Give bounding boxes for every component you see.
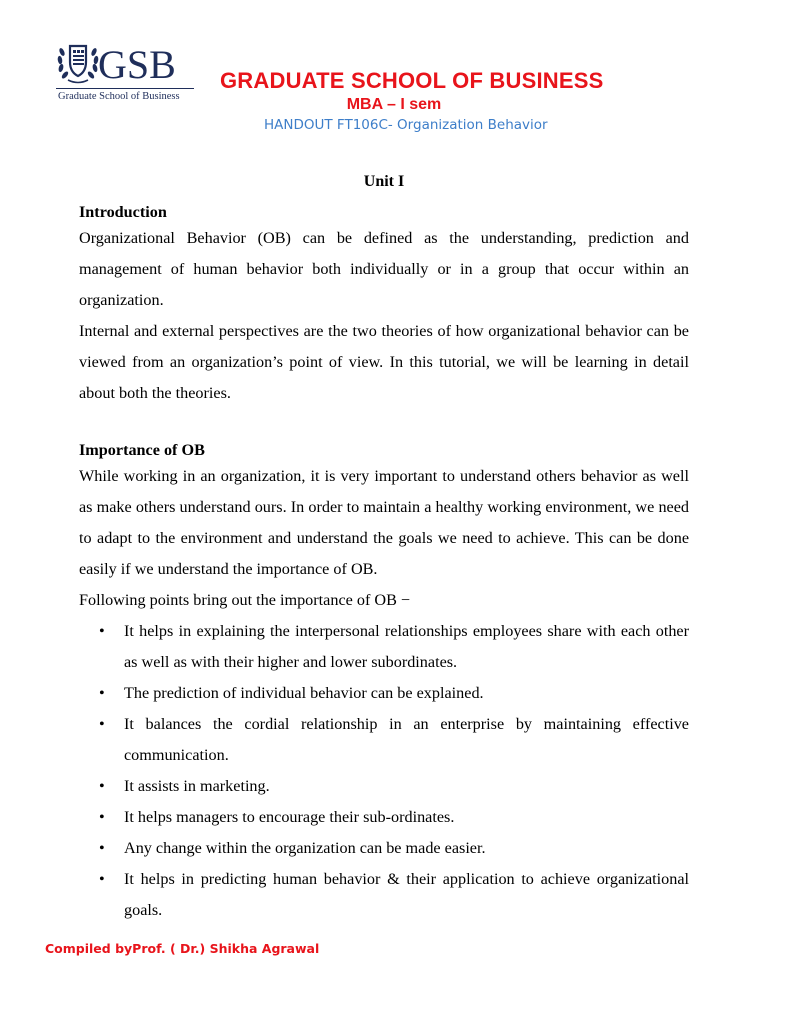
logo-mark: GSB [98, 42, 176, 87]
intro-paragraph: Internal and external perspectives are the two theories of how organizational behavior can be viewed from an organization’s point of view. In this tutorial, we will be learning in detail about both the theories. [79, 322, 689, 402]
bullet-icon: • [99, 715, 105, 733]
list-item-text: The prediction of individual behavior can be explained. [124, 684, 484, 702]
laurel-crest-icon [54, 40, 176, 87]
list-item [79, 802, 689, 833]
bullet-icon: • [99, 870, 105, 888]
unit-heading: Unit I [363, 173, 405, 190]
document-body [79, 201, 689, 926]
school-title: GRADUATE SCHOOL OF BUSINESS [220, 68, 604, 93]
list-item-text: It helps in explaining the interpersonal relationships employees share with each other as well as with their higher and lower subordinates. [124, 622, 689, 671]
list-item [79, 771, 689, 802]
bullet-icon: • [99, 839, 105, 857]
list-item-text: It balances the cordial relationship in an enterprise by maintaining effective communication. [124, 715, 689, 764]
intro-heading: Introduction [79, 203, 167, 221]
intro-paragraph: Organizational Behavior (OB) can be defined as the understanding, prediction and management of human behavior both individually or in a group that occur within an organization. [79, 229, 689, 309]
list-item [79, 616, 689, 678]
logo-subtitle: Graduate School of Business [58, 91, 180, 102]
list-item-text: It assists in marketing. [124, 777, 270, 795]
logo-divider [56, 88, 194, 89]
importance-paragraph: While working in an organization, it is very important to understand others behavior as well as make others understand ours. In order to maintain a healthy working environment, we need to adapt to the environment and understand the goals we need to achieve. This can be done easily if we understand the importance of OB. [79, 467, 689, 578]
list-item-text: Any change within the organization can be made easier. [124, 839, 486, 857]
program-subtitle: MBA – I sem [346, 96, 442, 113]
points-intro: Following points bring out the importance of OB − [79, 591, 411, 609]
list-item [79, 833, 689, 864]
list-item [79, 864, 689, 926]
importance-heading: Importance of OB [79, 441, 205, 459]
handout-title: HANDOUT FT106C- Organization Behavior [264, 117, 548, 133]
list-item-text: It helps in predicting human behavior & their application to achieve organizational goals. [124, 870, 689, 919]
list-item-text: It helps managers to encourage their sub-ordinates. [124, 808, 455, 826]
bullet-icon: • [99, 622, 105, 640]
bullet-icon: • [99, 777, 105, 795]
importance-list [79, 616, 689, 926]
bullet-icon: • [99, 808, 105, 826]
list-item [79, 678, 689, 709]
bullet-icon: • [99, 684, 105, 702]
compiled-by-footer: Compiled byProf. ( Dr.) Shikha Agrawal [45, 941, 320, 956]
list-item [79, 709, 689, 771]
